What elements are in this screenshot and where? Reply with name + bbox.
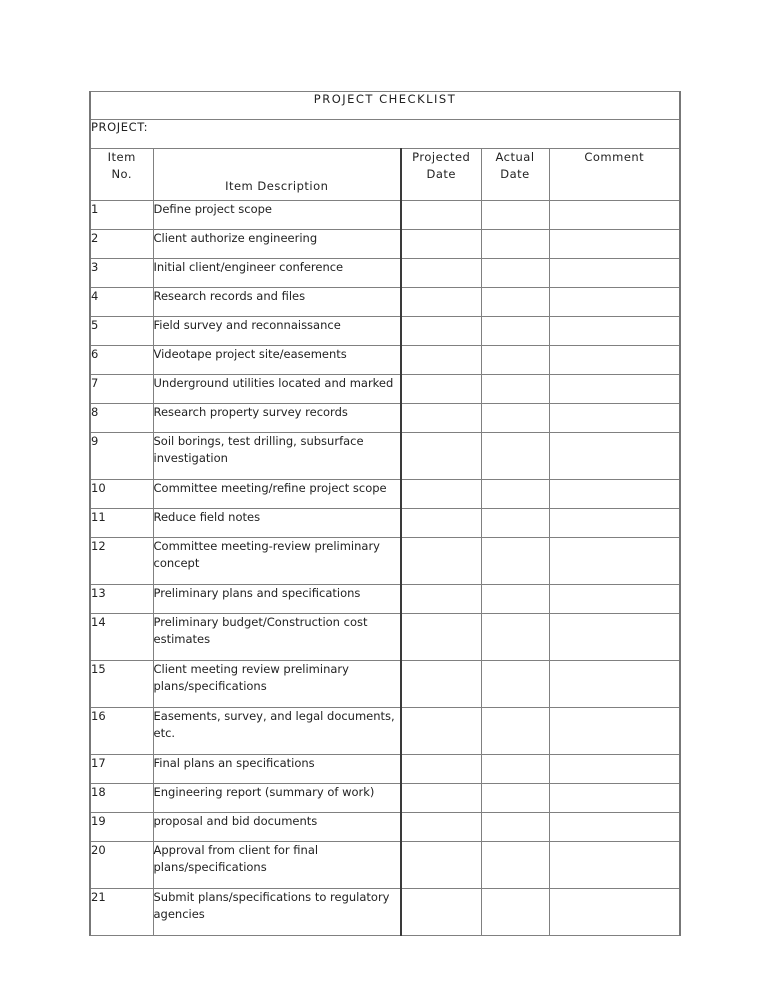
title-row [90,92,680,120]
project-name-field[interactable]: PROJECT: [90,120,680,149]
cell-actual-date[interactable] [481,614,549,661]
cell-item-description: Preliminary plans and specifications [153,585,401,614]
cell-projected-date[interactable] [401,201,481,230]
checklist-body [90,92,680,936]
cell-projected-date[interactable] [401,842,481,889]
cell-item-description: Client authorize engineering [153,230,401,259]
cell-comment[interactable] [549,480,680,509]
cell-actual-date[interactable] [481,259,549,288]
cell-actual-date[interactable] [481,889,549,936]
cell-item-no: 16 [90,708,153,755]
page-title: PROJECT CHECKLIST [90,92,680,120]
cell-comment[interactable] [549,889,680,936]
cell-projected-date[interactable] [401,259,481,288]
cell-comment[interactable] [549,201,680,230]
header-item-no-line2: No. [111,166,133,181]
cell-projected-date[interactable] [401,480,481,509]
cell-actual-date[interactable] [481,317,549,346]
cell-projected-date[interactable] [401,317,481,346]
table-row [90,480,680,509]
table-row [90,614,680,661]
cell-item-description: Committee meeting/refine project scope [153,480,401,509]
cell-item-no: 19 [90,813,153,842]
cell-projected-date[interactable] [401,538,481,585]
cell-item-description: Research property survey records [153,404,401,433]
table-row [90,585,680,614]
cell-projected-date[interactable] [401,375,481,404]
cell-item-no: 18 [90,784,153,813]
cell-comment[interactable] [549,585,680,614]
table-row [90,230,680,259]
table-row [90,538,680,585]
header-actual-date [481,149,549,201]
cell-comment[interactable] [549,230,680,259]
cell-item-description: Easements, survey, and legal documents, etc. [153,708,401,755]
table-row [90,346,680,375]
table-row [90,288,680,317]
cell-item-no: 3 [90,259,153,288]
cell-comment[interactable] [549,433,680,480]
header-projected-line1: Projected [412,150,471,164]
header-item-no-line1: Item [107,150,136,164]
cell-actual-date[interactable] [481,230,549,259]
cell-actual-date[interactable] [481,509,549,538]
cell-actual-date[interactable] [481,755,549,784]
header-projected-line2: Date [426,166,456,181]
cell-comment[interactable] [549,259,680,288]
table-row [90,813,680,842]
cell-item-description: Underground utilities located and marked [153,375,401,404]
header-actual-line2: Date [500,166,530,181]
cell-item-description: Reduce field notes [153,509,401,538]
cell-item-no: 15 [90,661,153,708]
column-header-row [90,149,680,201]
cell-actual-date[interactable] [481,288,549,317]
project-row [90,120,680,149]
cell-item-description: proposal and bid documents [153,813,401,842]
cell-actual-date[interactable] [481,585,549,614]
cell-item-no: 7 [90,375,153,404]
cell-item-no: 5 [90,317,153,346]
table-row [90,755,680,784]
cell-comment[interactable] [549,708,680,755]
table-row [90,889,680,936]
cell-item-description: Approval from client for final plans/specifications [153,842,401,889]
project-checklist-table [89,91,681,936]
cell-item-no: 13 [90,585,153,614]
cell-comment[interactable] [549,813,680,842]
cell-projected-date[interactable] [401,614,481,661]
table-row [90,317,680,346]
cell-projected-date[interactable] [401,661,481,708]
table-row [90,433,680,480]
table-row [90,404,680,433]
cell-item-no: 6 [90,346,153,375]
cell-comment[interactable] [549,538,680,585]
header-projected-date [401,149,481,201]
cell-actual-date[interactable] [481,813,549,842]
header-item-no [90,149,153,201]
cell-projected-date[interactable] [401,813,481,842]
table-row [90,784,680,813]
cell-actual-date[interactable] [481,538,549,585]
cell-item-no: 11 [90,509,153,538]
cell-comment[interactable] [549,661,680,708]
cell-item-description: Client meeting review preliminary plans/specifications [153,661,401,708]
cell-projected-date[interactable] [401,230,481,259]
cell-projected-date[interactable] [401,889,481,936]
cell-item-description: Preliminary budget/Construction cost estimates [153,614,401,661]
cell-item-description: Soil borings, test drilling, subsurface investigation [153,433,401,480]
cell-actual-date[interactable] [481,375,549,404]
cell-comment[interactable] [549,346,680,375]
cell-item-description: Submit plans/specifications to regulatory agencies [153,889,401,936]
cell-projected-date[interactable] [401,509,481,538]
cell-comment[interactable] [549,842,680,889]
cell-projected-date[interactable] [401,585,481,614]
cell-projected-date[interactable] [401,433,481,480]
cell-item-description: Define project scope [153,201,401,230]
header-actual-line1: Actual [495,150,535,164]
cell-actual-date[interactable] [481,404,549,433]
cell-item-no: 1 [90,201,153,230]
cell-item-description: Committee meeting-review preliminary concept [153,538,401,585]
cell-actual-date[interactable] [481,661,549,708]
cell-item-description: Initial client/engineer conference [153,259,401,288]
table-row [90,375,680,404]
cell-actual-date[interactable] [481,346,549,375]
table-row [90,842,680,889]
cell-item-no: 9 [90,433,153,480]
cell-actual-date[interactable] [481,480,549,509]
table-row [90,259,680,288]
cell-comment[interactable] [549,288,680,317]
table-row [90,708,680,755]
cell-comment[interactable] [549,317,680,346]
cell-comment[interactable] [549,404,680,433]
checklist-sheet [89,91,679,936]
cell-item-no: 2 [90,230,153,259]
cell-actual-date[interactable] [481,842,549,889]
cell-item-no: 10 [90,480,153,509]
cell-projected-date[interactable] [401,784,481,813]
cell-projected-date[interactable] [401,346,481,375]
cell-item-description: Videotape project site/easements [153,346,401,375]
cell-actual-date[interactable] [481,708,549,755]
cell-actual-date[interactable] [481,201,549,230]
cell-projected-date[interactable] [401,755,481,784]
cell-projected-date[interactable] [401,404,481,433]
cell-item-no: 14 [90,614,153,661]
cell-item-no: 20 [90,842,153,889]
cell-comment[interactable] [549,614,680,661]
table-row [90,661,680,708]
cell-item-no: 4 [90,288,153,317]
table-row [90,509,680,538]
cell-actual-date[interactable] [481,433,549,480]
cell-item-no: 21 [90,889,153,936]
cell-item-no: 8 [90,404,153,433]
cell-comment[interactable] [549,755,680,784]
table-row [90,201,680,230]
cell-comment[interactable] [549,784,680,813]
cell-item-description: Engineering report (summary of work) [153,784,401,813]
cell-item-description: Final plans an specifications [153,755,401,784]
header-item-description: Item Description [153,149,401,201]
cell-item-description: Field survey and reconnaissance [153,317,401,346]
cell-item-no: 12 [90,538,153,585]
cell-actual-date[interactable] [481,784,549,813]
cell-item-no: 17 [90,755,153,784]
header-comment: Comment [549,149,680,201]
cell-projected-date[interactable] [401,708,481,755]
cell-projected-date[interactable] [401,288,481,317]
cell-item-description: Research records and files [153,288,401,317]
cell-comment[interactable] [549,375,680,404]
cell-comment[interactable] [549,509,680,538]
